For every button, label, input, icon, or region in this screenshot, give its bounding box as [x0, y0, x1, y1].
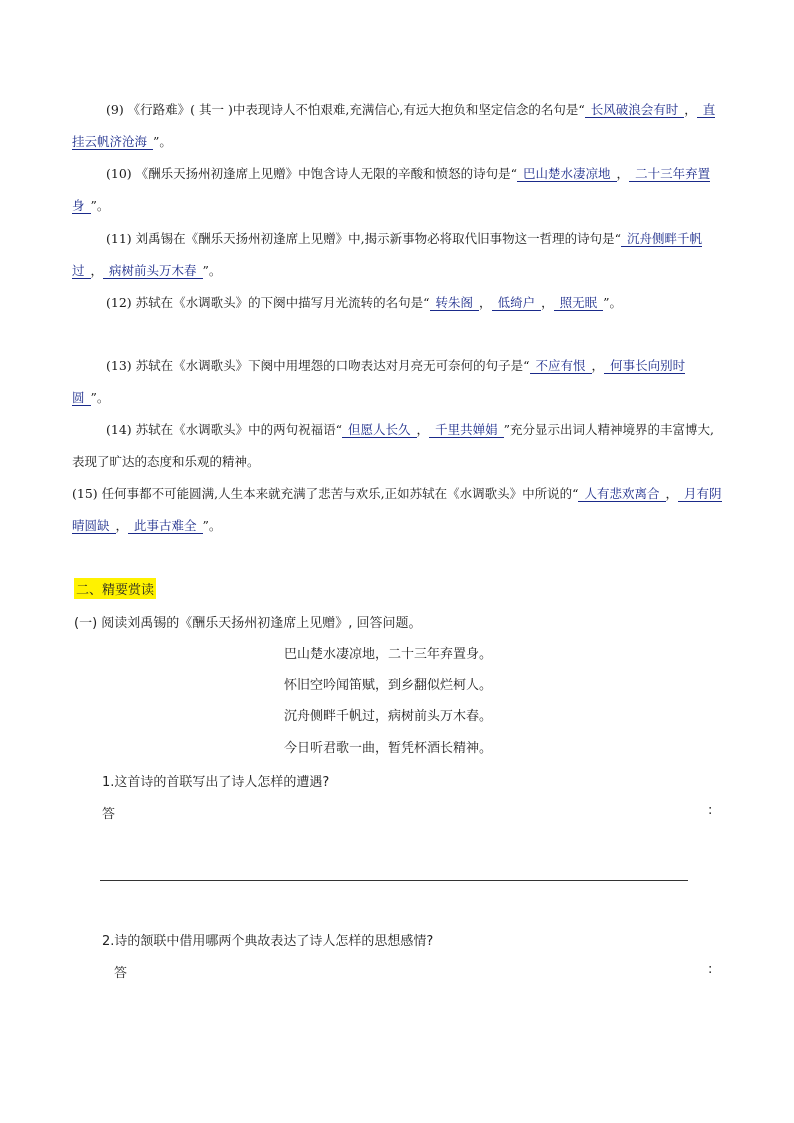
poem-line-4: 今日听君歌一曲，暂凭杯酒长精神。	[284, 741, 493, 756]
item-11-answer-1: 沉舟侧畔千帆过	[72, 231, 703, 278]
item-15-answer-2: 月有阴晴圆缺	[72, 486, 722, 533]
question-1: 1.这首诗的首联写出了诗人怎样的遭遇?	[102, 775, 330, 790]
answer-label-2: 答	[114, 966, 128, 981]
fill-item-15: (15) 任何事都不可能圆满,人生本来就充满了悲苦与欢乐,正如苏轼在《水调歌头》中所说的“ 人有悲欢离合 ， 月有阴晴圆缺 ， 此事古难全 ”。	[72, 486, 722, 533]
item-13-text: (13) 苏轼在《水调歌头》下阕中用埋怨的口吻表达对月亮无可奈何的句子是“	[106, 358, 530, 373]
item-10-end: ”。	[90, 198, 110, 213]
item-12-answer-3: 照无眠	[554, 295, 604, 311]
fill-item-10: (10) 《酬乐天扬州初逢席上见赠》中饱含诗人无限的辛酸和愤怒的诗句是“ 巴山楚水凄凉地 ， 二十三年弃置身 ”。	[72, 166, 711, 213]
item-10-answer-2: 二十三年弃置身	[72, 166, 711, 213]
item-12-answer-2: 低绮户	[492, 295, 542, 311]
item-13-answer-1: 不应有恨	[530, 358, 592, 374]
fill-item-12: (12) 苏轼在《水调歌头》的下阕中描写月光流转的名句是“ 转朱阁 ， 低绮户 ， 照无眠 ”。	[106, 295, 622, 310]
answer-colon-2: :	[708, 962, 713, 977]
item-13-answer-2: 何事长向别时圆	[72, 358, 686, 405]
answer-line-1[interactable]	[100, 880, 688, 881]
item-11-answer-2: 病树前头万木春	[103, 263, 203, 279]
item-14-text: (14) 苏轼在《水调歌头》中的两句祝福语“	[106, 422, 343, 437]
item-12-answer-1: 转朱阁	[430, 295, 480, 311]
item-11-end: ”。	[202, 263, 222, 278]
item-9-end: ”。	[153, 134, 172, 149]
item-10-answer-1: 巴山楚水凄凉地	[517, 166, 617, 182]
item-9-answer-1: 长风破浪会有时	[585, 102, 685, 118]
item-9-text: (9) 《行路难》( 其一 )中表现诗人不怕艰难,充满信心,有远大抱负和坚定信念的名句是“	[106, 102, 585, 117]
item-13-end: ”。	[90, 390, 110, 405]
item-15-answer-1: 人有悲欢离合	[578, 486, 665, 502]
item-10-text: (10) 《酬乐天扬州初逢席上见赠》中饱含诗人无限的辛酸和愤怒的诗句是“	[106, 166, 518, 181]
poem-line-1: 巴山楚水凄凉地，二十三年弃置身。	[284, 647, 493, 662]
fill-item-11: (11) 刘禹锡在《酬乐天扬州初逢席上见赠》中,揭示新事物必将取代旧事物这一哲理的诗句是“ 沉舟侧畔千帆过 ， 病树前头万木春 ”。	[72, 231, 703, 278]
item-14-answer-1: 但愿人长久	[342, 422, 417, 438]
question-2: 2.诗的颔联中借用哪两个典故表达了诗人怎样的思想感情?	[102, 934, 434, 949]
item-15-answer-3: 此事古难全	[128, 518, 203, 534]
poem-line-3: 沉舟侧畔千帆过，病树前头万木春。	[284, 709, 493, 724]
fill-item-9: (9) 《行路难》( 其一 )中表现诗人不怕艰难,充满信心,有远大抱负和坚定信念的名句是“ 长风破浪会有时 ， 直挂云帆济沧海 ”。	[72, 102, 716, 149]
item-9-answer-2: 直挂云帆济沧海	[72, 102, 716, 149]
section-intro: (一) 阅读刘禹锡的《酬乐天扬州初逢席上见赠》, 回答问题。	[74, 616, 422, 631]
item-12-end: ”。	[603, 295, 622, 310]
section-heading: 二、精要赏读	[74, 578, 156, 599]
item-14-end: ”充分显示出词人精神境界的丰富博大,表现了旷达的态度和乐观的精神。	[72, 422, 714, 469]
fill-item-14: (14) 苏轼在《水调歌头》中的两句祝福语“ 但愿人长久 ， 千里共婵娟 ”充分显示出词人精神境界的丰富博大,表现了旷达的态度和乐观的精神。	[72, 422, 714, 469]
item-15-text: (15) 任何事都不可能圆满,人生本来就充满了悲苦与欢乐,正如苏轼在《水调歌头》中所说的“	[72, 486, 579, 501]
item-14-answer-2: 千里共婵娟	[429, 422, 504, 438]
item-11-text: (11) 刘禹锡在《酬乐天扬州初逢席上见赠》中,揭示新事物必将取代旧事物这一哲理的诗句是“	[106, 231, 621, 246]
answer-label-1: 答	[102, 807, 116, 822]
answer-colon-1: :	[708, 803, 713, 818]
item-12-text: (12) 苏轼在《水调歌头》的下阕中描写月光流转的名句是“	[106, 295, 430, 310]
fill-item-13: (13) 苏轼在《水调歌头》下阕中用埋怨的口吻表达对月亮无可奈何的句子是“ 不应有恨 ， 何事长向别时圆 ”。	[72, 358, 686, 405]
poem-line-2: 怀旧空吟闻笛赋，到乡翻似烂柯人。	[284, 678, 493, 693]
item-15-end: ”。	[202, 518, 222, 533]
